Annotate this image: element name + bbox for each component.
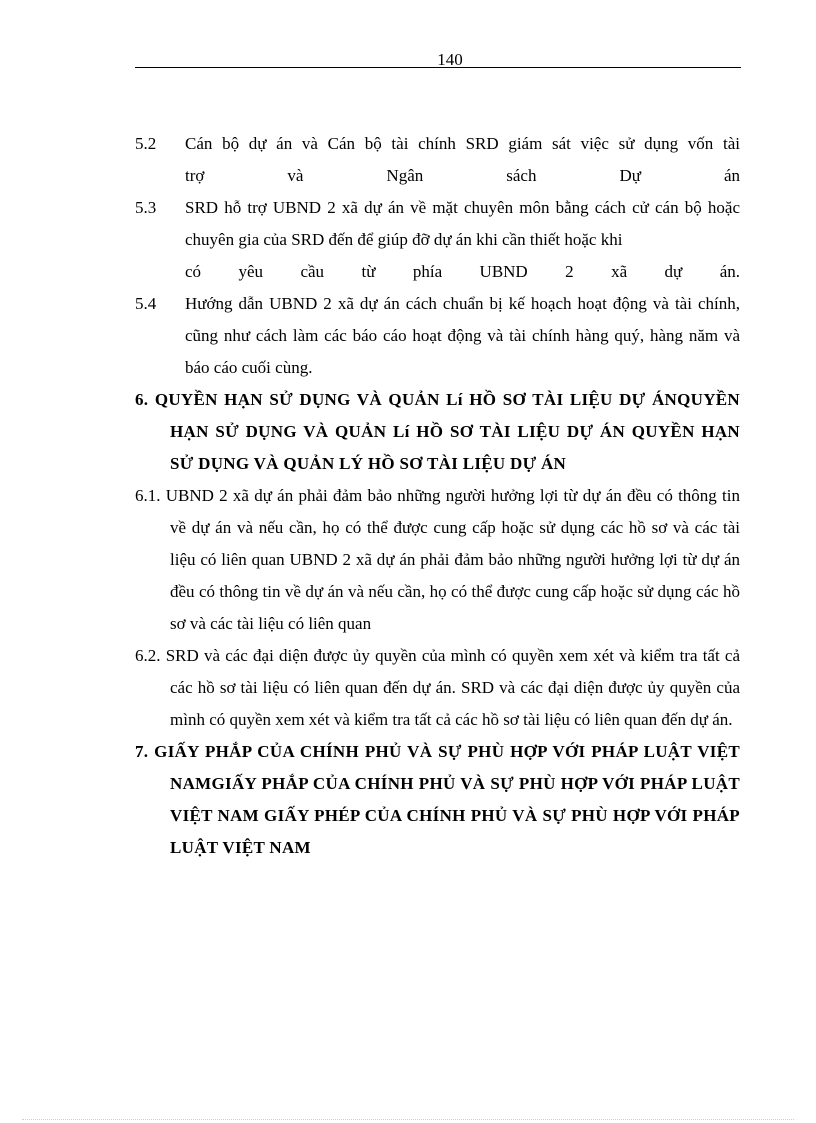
item-number: 5.3 — [135, 198, 157, 217]
item-text: Hướng dẫn UBND 2 xã dự án cách chuẩn bị kế hoạch hoạt động và tài chính, cũng như cách làm các báo cáo hoạt động và tài chính hàng quý, hàng năm và báo cáo cuối cùng. — [185, 294, 740, 377]
section-7-heading: 7. GIẤY PHẮP CỦA CHÍNH PHỦ VÀ SỰ PHÙ HỢP VỚI PHÁP LUẬT VIỆT NAMGIẤY PHẮP CỦA CHÍNH PHỦ VÀ SỰ PHÙ HỢP VỚI PHÁP LUẬT VIỆT NAM GIẤY PHÉP CỦA CHÍNH PHỦ VÀ SỰ PHÙ HỢP VỚI PHÁP LUẬT VIỆT NAM — [135, 742, 740, 857]
paragraph-6-2: 6.2. SRD và các đại diện được ủy quyền của mình có quyền xem xét và kiểm tra tất cả các hồ sơ tài liệu có liên quan đến dự án. SRD và các đại diện được ủy quyền của mình có quyền xem xét và kiểm tra tất cả các hồ sơ tài liệu có liên quan đến dự án. — [135, 646, 740, 729]
section-6-heading: 6. QUYỀN HẠN SỬ DỤNG VÀ QUẢN Lí HỒ SƠ TÀI LIỆU DỰ ÁNQUYỀN HẠN SỬ DỤNG VÀ QUẢN Lí HỒ SƠ TÀI LIỆU DỰ ÁN QUYỀN HẠN SỬ DỤNG VÀ QUẢN LÝ HỒ SƠ TÀI LIỆU DỰ ÁN — [135, 390, 740, 473]
item-5-4 — [135, 288, 740, 384]
item-5-3 — [135, 192, 740, 288]
item-number: 5.4 — [135, 294, 157, 313]
item-text-cont: trợ và Ngân sách Dự án — [185, 166, 740, 185]
page-edge-dotted-line — [22, 1119, 794, 1120]
item-number: 5.2 — [135, 134, 157, 153]
document-body — [135, 128, 740, 864]
item-5-2 — [135, 128, 740, 192]
item-text: Cán bộ dự án và Cán bộ tài chính SRD giám sát việc sử dụng vốn tài — [185, 134, 740, 153]
header-rule — [135, 67, 741, 68]
item-text-cont: có yêu cầu từ phía UBND 2 xã dự án. — [185, 262, 740, 281]
item-text: SRD hỗ trợ UBND 2 xã dự án về mặt chuyên môn bằng cách cử cán bộ hoặc chuyên gia của SRD đến để giúp đỡ dự án khi cần thiết hoặc khi — [185, 198, 740, 249]
paragraph-6-1: 6.1. UBND 2 xã dự án phải đảm bảo những người hưởng lợi từ dự án đều có thông tin về dự án và nếu cần, họ có thể được cung cấp hoặc sử dụng các hồ sơ và các tài liệu có liên quan UBND 2 xã dự án phải đảm bảo những người hưởng lợi từ dự án đều có thông tin về dự án và nếu cần, họ có thể được cung cấp hoặc sử dụng các hồ sơ và các tài liệu có liên quan — [135, 486, 740, 633]
page-number: 140 — [437, 50, 463, 69]
